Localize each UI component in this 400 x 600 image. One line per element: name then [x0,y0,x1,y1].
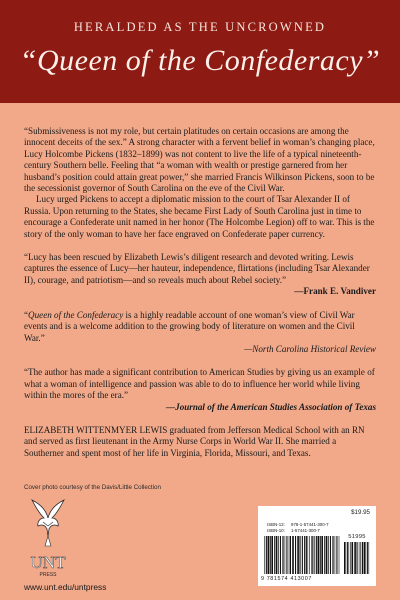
barcode-main [264,536,340,574]
unt-press-logo [26,496,70,580]
author-bio-text: ELIZABETH WITTENMYER LEWIS graduated from Jefferson Medical School with an RN and served as first lieutenant in the Army Nurse Corps in World War II. She married a Southerner and spent most of her life in Virginia, Florida, Missouri, and Texas. [24,424,365,458]
quote-1 [24,252,376,298]
quote-1-source: —Frank E. Vandiver [294,286,376,297]
eagle-icon [32,500,64,536]
intro-paragraph-1: “Submissiveness is not my role, but certain platitudes on certain occasions are among the innocent deceits of the sex.” A strong character with a fervent belief in woman’s changing place, Lucy Holcombe Pickens (1832–1899) was not content to live the life of a typical nineteenth-century Southern belle. Feeling that “a woman with wealth or prestige garnered from her husband’s position could attain great power,” she married Francis Wilkinson Pickens, soon to be the secessionist governor of South Carolina on the eve of the Civil War. [24,126,375,194]
body-text [24,126,376,459]
quote-3-text: “The author has made a significant contribution to American Studies by giving us an example of what a woman of intelligence and passion was able to do to influence her world while living within the mores of the era.” [24,367,375,401]
quote-2-source: —North Carolina Historical Review [244,343,376,354]
author-bio [24,425,376,459]
publisher-url[interactable]: www.unt.edu/untpress [24,582,107,592]
isbn10-label: ISBN-10: [267,527,285,533]
photo-credit: Cover photo courtesy of the Davis/Little Collection [24,484,161,491]
barcode-digits: 9 781574 413007 [261,576,312,582]
quote-2-rest: is a highly readable account of one woman’s view of Civil War events and is a welcome addition to the growing body of literature on women and the Civil War.” [24,309,355,343]
quote-3-source: —Journal of the American Studies Association of Texas [166,401,376,412]
intro-paragraph-2: Lucy urged Pickens to accept a diplomatic mission to the court of Tsar Alexander II of Russia. Upon returning to the States, she became First Lady of South Carolina just in time to encourage a Confederate unit named in her honor (The Holcombe Legion) off to war. This is the story of the only woman to have her face engraved on Confederate paper currency. [24,194,375,239]
header-eyebrow: HERALDED AS THE UNCROWNED [73,20,327,34]
quote-2-text [24,310,376,344]
price: $19.95 [351,509,370,516]
barcode-addon [344,542,370,574]
isbn-block [267,522,329,533]
quote-2 [24,310,376,356]
logo-wordmark: UNT [30,553,66,572]
header-title: “Queen of the Confederacy” [19,44,381,77]
quote-1-text: “Lucy has been rescued by Elizabeth Lewis’s diligent research and devoted writing. Lewis captures the essence of Lucy—her hauteur, independence, flirtations (including Tsar Alexander II), courage, and patriotism—and so reveals much about Rebel society.” [24,252,370,285]
quote-2-book-title: Queen of the Confederacy [28,309,124,320]
header-band [0,0,400,103]
isbn13-value: 978-1-57441-300-7 [291,522,329,527]
isbn13-label: ISBN-13: [267,522,285,527]
barcode-box [258,506,376,586]
barcode-addon-digits: 51995 [348,534,366,540]
quote-2-open: “ [24,309,29,320]
logo-sub: PRESS [39,572,57,578]
isbn10-value: 1-57441-300-7 [291,527,320,533]
quote-3 [24,367,376,413]
